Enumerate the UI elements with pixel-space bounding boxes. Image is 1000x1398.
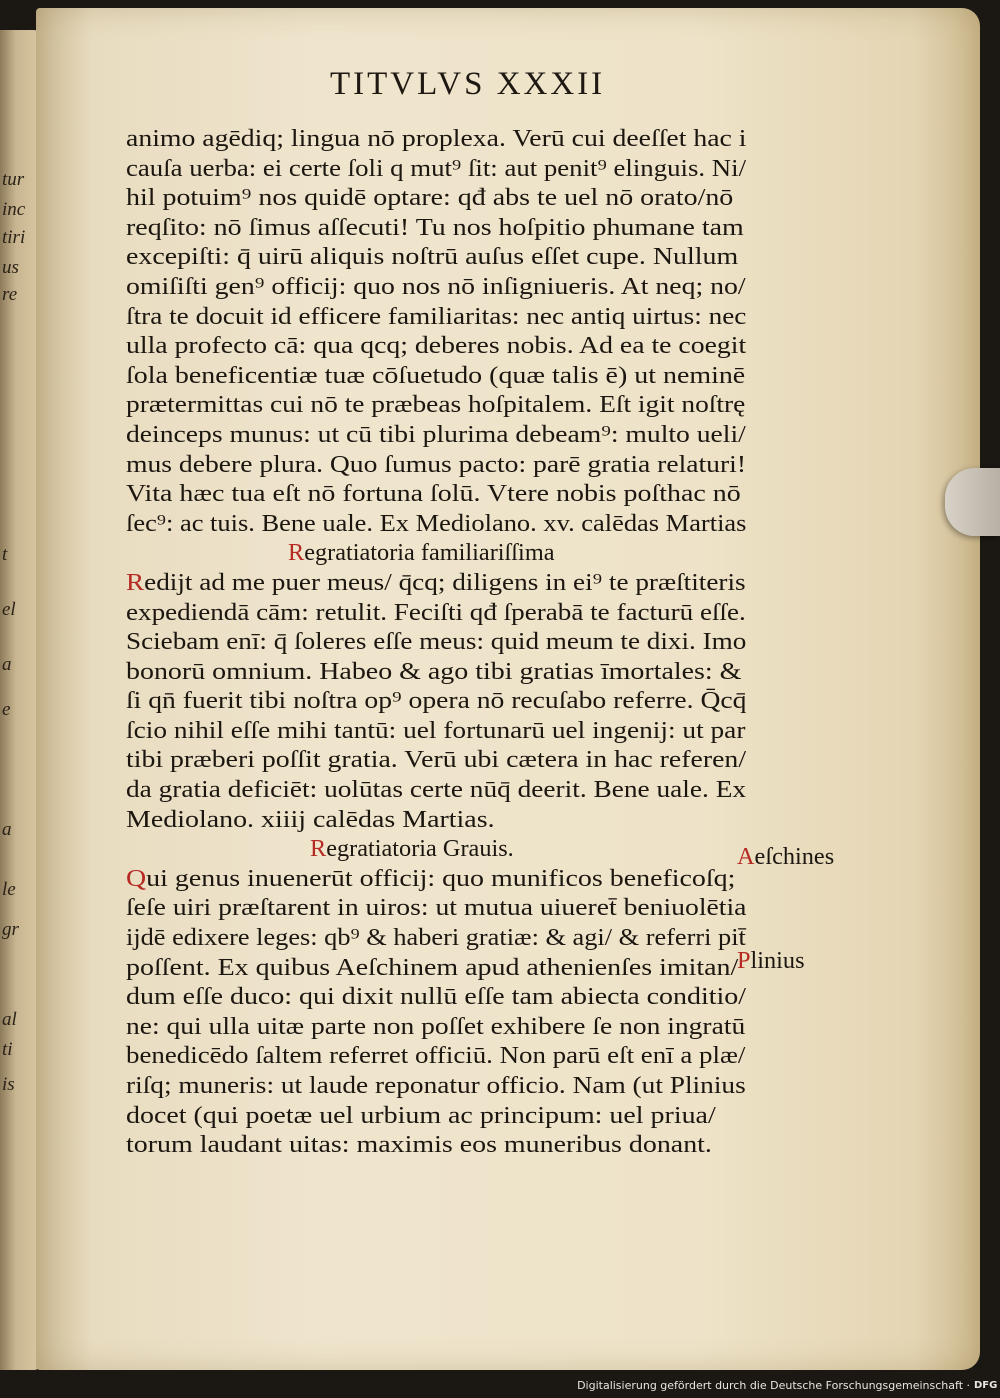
text-line-content: edijt ad me puer meus/ q̄cq; diligens in ei⁹ te præſtiteris [144,568,746,596]
text-line [126,450,864,480]
text-line-content: da gratia deficiēt: uolūtas certe nūq̄ deerit. Bene uale. Ex [126,776,747,804]
text-line-content: animo agēdiq; lingua nō proplexa. Verū cui deeſſet hac i [126,125,747,152]
text-line-content: ſtra te docuit id efficere familiaritas: nec antiq uirtus: nec [126,302,747,330]
text-line-content: prætermittas cui nō te præbeas hoſpitalem. Eſt igit noſtrę [126,391,746,419]
text-line [126,598,851,628]
text-line-content: omiſiſti gen⁹ officij: quo nos nō inſigniueris. At neq; no/ [126,272,746,300]
text-line [126,390,860,420]
text-line [126,923,831,953]
rubricated-initial: Q [126,864,147,892]
text-line-content: ne: qui ulla uitæ parte non poſſet exhibere ſe non ingratū [126,1012,746,1040]
facing-page-fragment: us [2,257,19,278]
text-line [126,1101,874,1131]
letter-1 [126,124,776,538]
facing-page-fragment: inc [2,199,26,220]
marginal-note-initial: A [737,843,755,870]
text-line-content: hil potuim⁹ nos quidē optare: qđ abs te uel nō orato/nō [126,184,734,212]
text-line-content: ſola beneficentiæ tuæ cōſuetudo (quæ talis ē) ut neminē [126,361,746,389]
heading-1 [126,538,776,568]
facing-page-fragment: ti [2,1039,13,1060]
page-clip [945,468,1000,536]
text-line [126,331,868,361]
text-line [126,568,853,598]
text-line [126,183,874,213]
text-line-content: deinceps munus: ut cū tibi plurima debeam⁹: multo ueli/ [126,420,746,448]
text-line [126,1012,862,1042]
text-line-content: ijdē edixere leges: qb⁹ & haberi gratiæ: & agi/ & referri pit̄ [126,924,746,952]
text-line [126,805,874,835]
marginal-note-plinius [737,947,887,975]
dfg-logo-icon: DFG [974,1380,998,1391]
text-line-content: riſq; muneris: ut laude reponatur officio. Nam (ut Plinius [126,1072,746,1099]
marginal-note-initial: P [737,947,751,974]
text-line [126,302,855,332]
text-line [126,479,874,509]
text-line [126,745,870,775]
heading-2 [126,834,776,864]
text-line [126,1071,857,1101]
marginal-note-text: linius [750,947,805,974]
facing-page-fragment: tiri [2,227,26,248]
text-line-content: Mediolano. xiiij calēdas Martias. [126,805,495,833]
heading-2-initial: R [310,835,327,863]
text-line [126,893,866,923]
heading-2-text: egratiatoria Grauis. [326,835,514,863]
text-line [126,361,874,391]
text-line-content: reqſito: nō ſimus aſſecuti! Tu nos hoſpitio phumane tam [126,213,744,241]
text-line-content: poſſent. Ex quibus Aeſchinem apud athenienſes imitan/ [126,953,739,981]
rubricated-initial: R [126,568,145,596]
text-line-content: docet (qui poetæ uel urbium ac principum: uel priua/ [126,1101,716,1129]
facing-page-fragment: a [2,654,12,675]
marginal-note-text: eſchines [754,843,835,870]
running-head: TITVLVS XXXII [330,66,606,102]
text-line [126,213,874,243]
text-line-content: ſcio nihil eſſe mihi tantū: uel fortunarū uel ingenij: ut par [126,716,746,744]
text-line [126,124,868,154]
text-line-content: Vita hæc tua eſt nō fortuna ſolū. Vtere nobis poſthac nō [126,480,741,508]
main-text-block [126,124,776,1160]
text-line-content: ui genus inuenerūt officij: quo munificos beneficoſq; [146,864,736,892]
text-line-content: torum laudant uitas: maximis eos muneribus donant. [126,1131,712,1159]
text-line-content: tibi præberi poſſit gratia. Verū ubi cætera in hac referen/ [126,746,747,774]
text-line-content: bonorū omnium. Habeo & ago tibi gratias īmortales: & [126,657,742,685]
facing-page-fragment: is [2,1074,15,1095]
text-line-content: mus debere plura. Quo ſumus pacto: parē gratia relaturi! [126,450,747,478]
text-line-content: dum eſſe duco: qui dixit nullū eſſe tam abiecta conditio/ [126,983,746,1011]
text-line-content: cauſa uerba: ei certe ſoli q mut⁹ ſit: aut penit⁹ elinguis. Ni/ [126,154,747,182]
text-line-content: ſi qn̄ fuerit tibi noſtra op⁹ opera nō recuſabo referre. Q̄cq̄ [126,687,747,715]
text-line [126,982,874,1012]
facing-page-fragment: tur [2,169,25,190]
facing-page-fragment: gr [2,919,19,940]
facing-page-fragment: el [2,599,16,620]
text-line-content: excepiſti: q̄ uirū aliquis noſtrū auſus eſſet cupe. Nullum [126,243,739,271]
text-line-content: Sciebam enī: q̄ ſoleres eſſe meus: quid meum te dixi. Imo [126,628,747,656]
text-line-content: ulla profecto cā: qua qcq; deberes nobis. Ad ea te coegit [126,332,747,360]
facing-page-fragment: e [2,699,11,720]
funding-notice: Digitalisierung gefördert durch die Deutsche Forschungsgemeinschaft · [577,1379,970,1392]
text-line-content: ſec⁹: ac tuis. Bene uale. Ex Mediolano. xv. calēdas Martias [126,509,747,537]
text-line [126,154,843,184]
text-line [126,775,857,805]
facing-page-fragment: le [2,879,16,900]
facing-page-fragment: re [2,284,18,305]
text-line-content: ſeſe uiri præſtarent in uiros: ut mutua uiueret̄ beniuolētia [126,894,747,922]
text-line [126,1130,874,1160]
facing-page-fragment: a [2,819,12,840]
footer-bar [577,1376,1000,1398]
heading-1-initial: R [288,539,305,567]
facing-page-fragment: al [2,1009,17,1030]
text-line [126,242,874,272]
letter-3 [126,864,776,1160]
heading-1-text: egratiatoria familiariſſima [304,539,555,567]
text-line [126,420,864,450]
text-line [126,716,857,746]
text-line [126,627,852,657]
text-line [126,657,874,687]
text-line [126,1041,846,1071]
marginal-note-aeschines [737,843,887,871]
text-line [126,686,864,716]
text-line [126,509,833,539]
text-line-content: benedicēdo ſaltem referret officiū. Non parū eſt enī a plæ/ [126,1042,746,1070]
facing-page-fragment: t [2,544,8,565]
text-line [126,272,868,302]
text-line-content: expediendā cām: retulit. Feciſti qđ ſperabā te facturū eſſe. [126,598,746,626]
letter-2 [126,568,776,834]
